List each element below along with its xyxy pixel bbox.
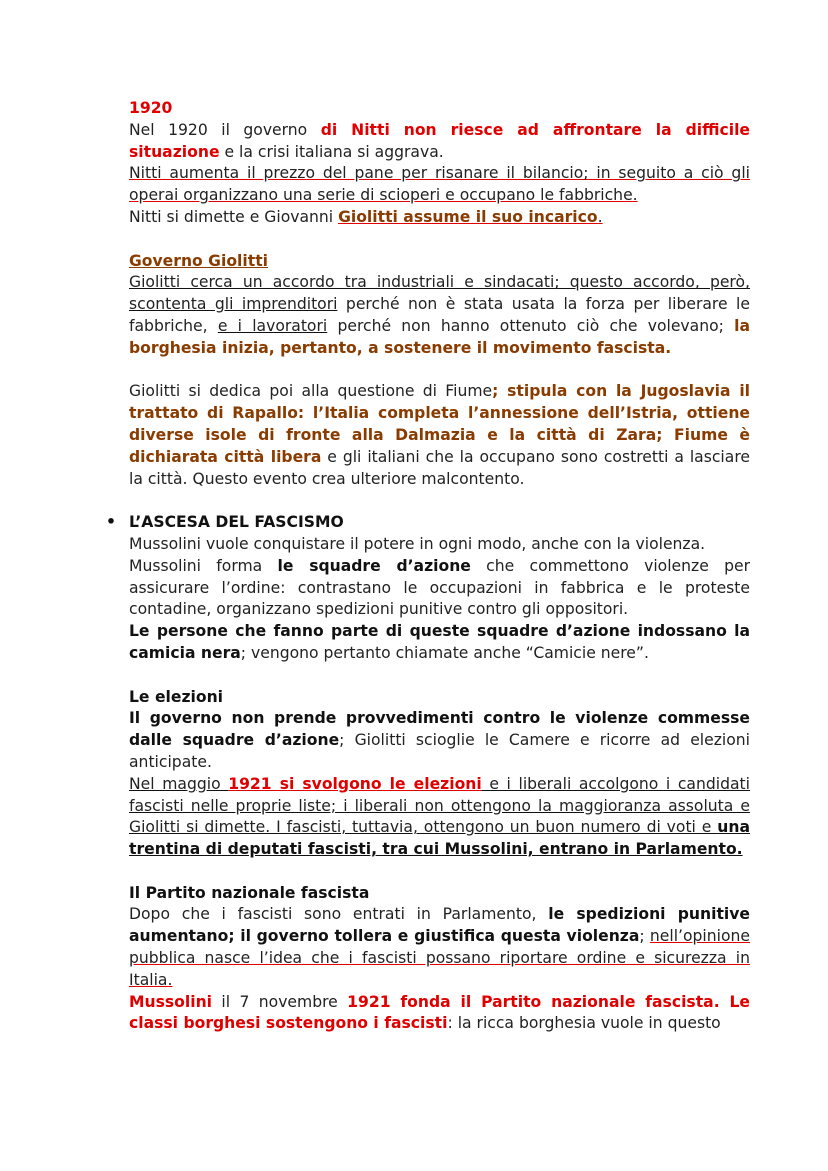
paragraph-ascesa-camicie-nere: Le persone che fanno parte di queste squadre d’azione indossano la camicia nera; vengono pertanto chiamate anche “Camicie nere”. (129, 622, 750, 662)
paragraph-1920-nitti: Nel 1920 il governo di Nitti non riesce ad affrontare la difficile situazione e la crisi italiana si aggrava. (129, 120, 750, 161)
paragraph-1920-dimissioni: Nitti si dimette e Giovanni Giolitti assume il suo incarico. (129, 207, 603, 226)
bullet-icon: • (106, 513, 116, 532)
section-title-elezioni: Le elezioni (129, 687, 224, 706)
document-page (106, 98, 751, 1035)
paragraph-elezioni-1921: Nel maggio 1921 si svolgono le elezioni e i liberali accolgono i candidati fascisti nelle proprie liste; i liberali non ottengono la maggioranza assoluta e Giolitti si dimette. I fascisti, tuttavia, ottengono un buon numero di voti e una trentina di deputati fascisti, tra cui Mussolini, entrano in Parlamento. (129, 774, 751, 859)
section-title-governo-giolitti: Governo Giolitti (129, 251, 268, 270)
paragraph-giolitti-fiume: Giolitti si dedica poi alla questione di Fiume; stipula con la Jugoslavia il trattato di Rapallo: l’Italia completa l’annessione dell’Istria, ottiene diverse isole di fronte alla Dalmazia e la città di Zara; Fiume è dichiarata città libera e gli italiani che la occupano sono costretti a lasciare la città. Questo evento crea ulteriore malcontento. (129, 382, 751, 488)
paragraph-partito-parlamento: Dopo che i fascisti sono entrati in Parlamento, le spedizioni punitive aumentano; il governo tollera e giustifica questa violenza; nell’opinione pubblica nasce l’idea che i fascisti possano riportare ordine e sicurezza in Italia. (129, 905, 750, 989)
section-title-ascesa-fascismo: • L’ASCESA DEL FASCISMO (129, 512, 750, 534)
section-title-partito-fascista: Il Partito nazionale fascista (129, 883, 370, 902)
paragraph-partito-fondazione: Mussolini il 7 novembre 1921 fonda il Partito nazionale fascista. Le classi borghesi sostengono i fascisti: la ricca borghesia vuole in questo (129, 992, 750, 1033)
paragraph-giolitti-accordo: Giolitti cerca un accordo tra industriali e sindacati; questo accordo, però, scontenta gli imprenditori perché non è stata usata la forza per liberare le fabbriche, e i lavoratori perché non hanno ottenuto ciò che volevano; la borghesia inizia, pertanto, a sostenere il movimento fascista. (129, 273, 750, 357)
paragraph-ascesa-squadre: Mussolini forma le squadre d’azione che commettono violenze per assicurare l’ordine: contrastano le occupazioni in fabbrica e le proteste contadine, organizzano spedizioni punitive contro gli oppositori. (129, 556, 750, 619)
paragraph-elezioni-governo: Il governo non prende provvedimenti contro le violenze commesse dalle squadre d’azione; Giolitti scioglie le Camere e ricorre ad elezioni anticipate. (129, 709, 750, 771)
paragraph-ascesa-potere: Mussolini vuole conquistare il potere in ogni modo, anche con la violenza. (129, 534, 706, 553)
paragraph-1920-pane: Nitti aumenta il prezzo del pane per risanare il bilancio; in seguito a ciò gli operai organizzano una serie di scioperi e occupano le fabbriche. (129, 164, 750, 205)
section-title-1920: 1920 (129, 99, 173, 117)
